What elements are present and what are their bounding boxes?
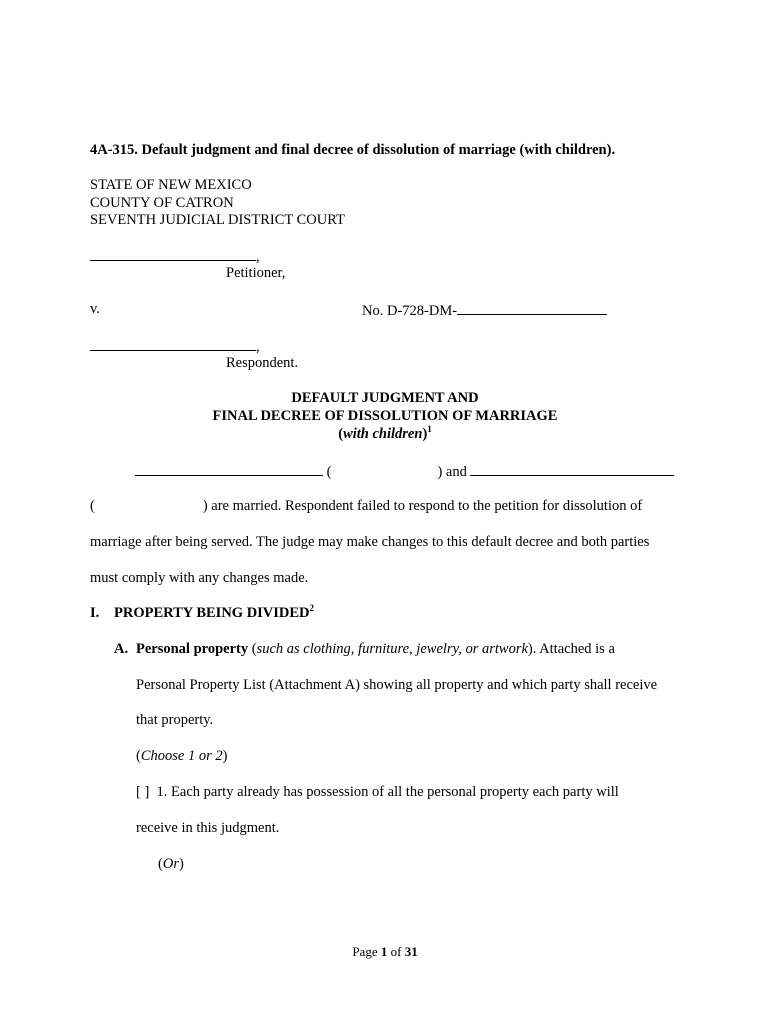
- option-1-line-1: [136, 785, 619, 800]
- court-district: SEVENTH JUDICIAL DISTRICT COURT: [90, 212, 345, 228]
- petitioner-comma: ,: [256, 249, 260, 265]
- footer-total-pages: 31: [404, 944, 418, 959]
- party2-name-blank[interactable]: [470, 463, 674, 476]
- body-line-2: marriage after being served. The judge may make changes to this default decree and both parties: [90, 534, 650, 550]
- footer-page-word: Page: [352, 944, 378, 959]
- versus-label: v.: [90, 301, 100, 317]
- case-number[interactable]: [362, 302, 607, 319]
- subsection-a-heading: Personal property: [136, 641, 249, 657]
- footer-of-word: of: [390, 944, 402, 959]
- subsection-a-line-3: that property.: [136, 712, 214, 728]
- footer-page-number: 1: [380, 944, 388, 959]
- title-paren-close: ): [422, 426, 428, 442]
- petitioner-blank[interactable]: [90, 248, 256, 261]
- section-1-footnote-ref: 2: [309, 603, 315, 614]
- section-1-heading-text: PROPERTY BEING DIVIDED: [114, 605, 310, 621]
- section-1-numeral: I.: [90, 605, 100, 621]
- respondent-name-line[interactable]: [90, 338, 260, 355]
- petitioner-label: Petitioner,: [226, 265, 286, 281]
- subsection-a-paren-open: (: [251, 641, 257, 657]
- choose-paren-open: (: [136, 748, 141, 764]
- respondent-comma: ,: [256, 339, 260, 355]
- option-1-line-2: receive in this judgment.: [136, 820, 280, 836]
- subsection-a-line-1-rest: ). Attached is a: [527, 641, 615, 657]
- or-text: Or: [162, 856, 179, 872]
- title-line-2: FINAL DECREE OF DISSOLUTION OF MARRIAGE: [212, 408, 558, 424]
- case-number-prefix: No. D-728-DM-: [362, 303, 458, 319]
- petitioner-name-line[interactable]: [90, 248, 260, 265]
- option-1-text: 1. Each party already has possession of all the personal property each party will: [156, 784, 619, 800]
- court-state: STATE OF NEW MEXICO: [90, 177, 252, 193]
- parties-line[interactable]: [135, 463, 674, 480]
- rule-heading: 4A-315. Default judgment and final decree of dissolution of marriage (with children).: [90, 142, 616, 158]
- title-line-1: DEFAULT JUDGMENT AND: [291, 390, 479, 406]
- choose-text: Choose 1 or 2: [140, 748, 223, 764]
- or-separator: [158, 857, 184, 872]
- case-number-blank[interactable]: [457, 302, 607, 315]
- body-line-1: [90, 499, 642, 514]
- subsection-a-examples: such as clothing, furniture, jewelry, or artwork: [256, 641, 528, 657]
- or-paren-close: ): [178, 856, 184, 872]
- page-footer: [0, 945, 770, 958]
- respondent-label: Respondent.: [226, 355, 299, 371]
- subsection-a-line-1: [136, 642, 615, 657]
- party1-name-blank[interactable]: [135, 463, 323, 476]
- title-paren-open: (: [338, 426, 344, 442]
- respondent-blank[interactable]: [90, 338, 256, 351]
- subsection-a-line-2: Personal Property List (Attachment A) showing all property and which party shall receive: [136, 677, 658, 693]
- subsection-a-letter: A.: [114, 641, 129, 657]
- body-line-3: must comply with any changes made.: [90, 570, 309, 586]
- title-footnote-ref: 1: [427, 424, 432, 435]
- choose-instruction: [136, 749, 227, 764]
- option-1-checkbox[interactable]: [ ]: [136, 784, 150, 800]
- or-paren-open: (: [158, 856, 163, 872]
- party1-close-and: ) and: [437, 464, 467, 480]
- party2-paren-open: (: [90, 498, 95, 514]
- court-county: COUNTY OF CATRON: [90, 195, 234, 211]
- title-line-3: [0, 424, 770, 442]
- section-1-heading: [114, 603, 315, 621]
- body-line-1-text: ) are married. Respondent failed to respond to the petition for dissolution of: [202, 498, 643, 514]
- party1-paren-open: (: [326, 464, 332, 480]
- title-with-children: with children: [343, 426, 423, 442]
- choose-paren-close: ): [222, 748, 228, 764]
